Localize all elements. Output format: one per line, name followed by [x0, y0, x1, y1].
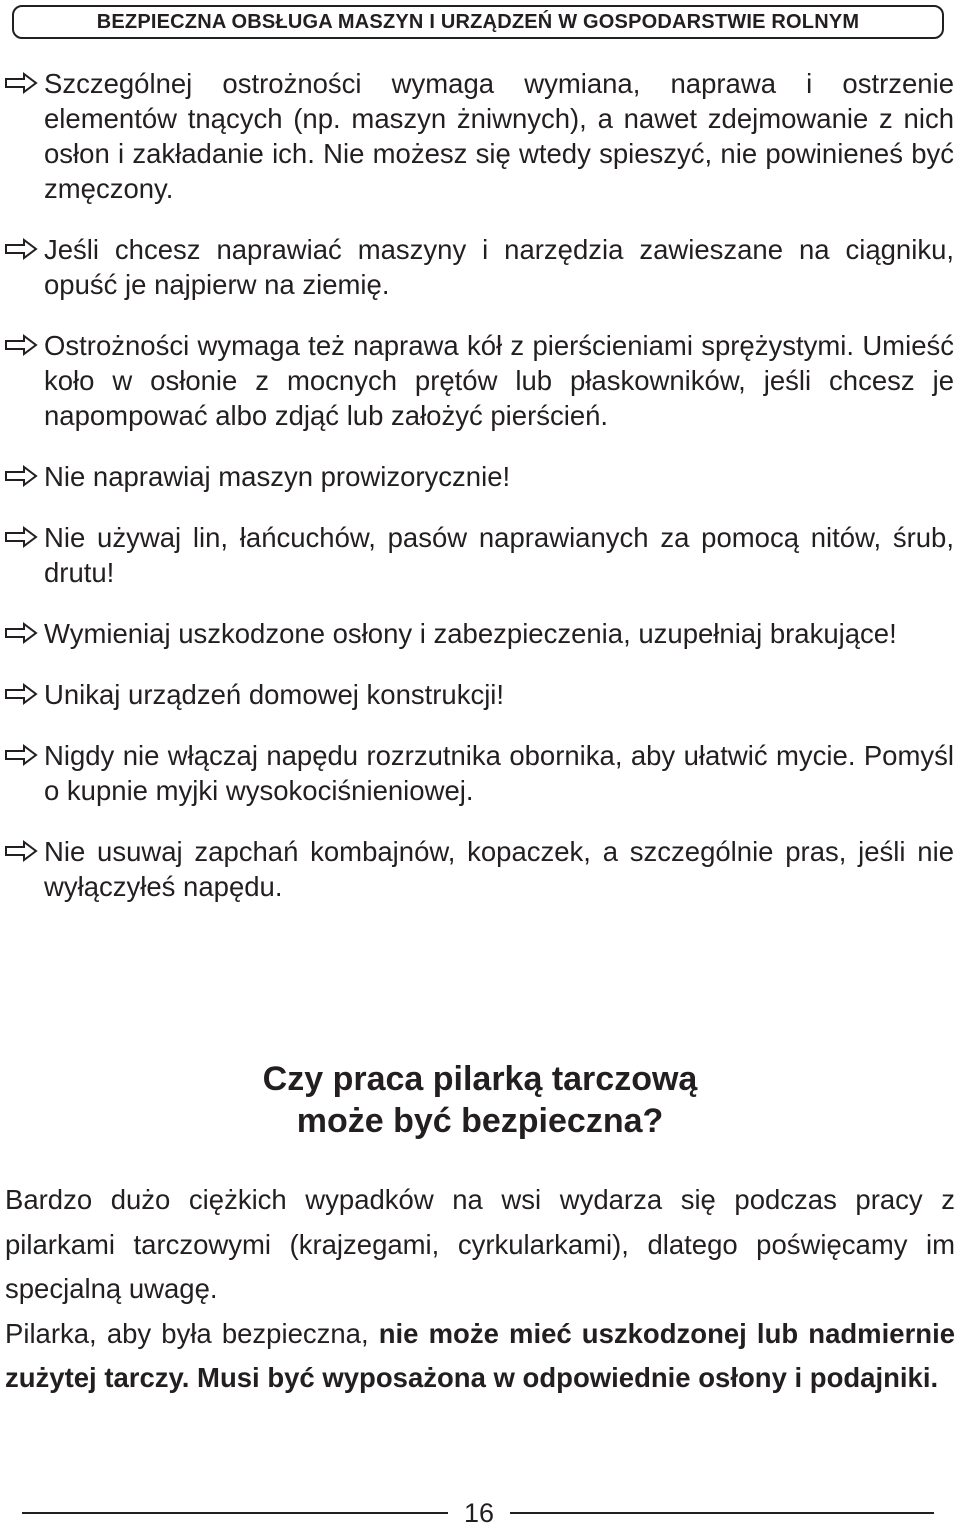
list-item: [0, 328, 960, 433]
safety-rules-list: [0, 66, 960, 930]
list-item-text: Jeśli chcesz naprawiać maszyny i narzędzia zawieszane na ciągniku, opuść je najpierw na ziemię.: [44, 234, 954, 300]
arrow-right-outline-icon: [4, 683, 38, 705]
section-title-line-2: może być bezpieczna?: [296, 1102, 664, 1140]
list-item-text: Unikaj urządzeń domowej konstrukcji!: [44, 679, 505, 710]
list-item-text: Wymieniaj uszkodzone osłony i zabezpieczenia, uzupełniaj brakujące!: [44, 618, 897, 649]
list-item: [0, 232, 960, 302]
list-item-text: Nie usuwaj zapchań kombajnów, kopaczek, a szczególnie pras, jeśli nie wyłączyłeś napędu.: [44, 836, 954, 902]
page-header: [12, 5, 944, 39]
footer-rule-left: [22, 1512, 448, 1514]
arrow-right-outline-icon: [4, 72, 38, 94]
list-item-text: Ostrożności wymaga też naprawa kół z pierścieniami sprężystymi. Umieść koło w osłonie z mocnych prętów lub płaskowników, jeśli chcesz je napompować albo zdjąć lub założyć pierścień.: [44, 330, 954, 431]
requirements-emphasis: nie może mieć uszkodzonej lub nadmiernie zużytej tarczy. Musi być wyposażona w odpowiednie osłony i podajniki.: [5, 1317, 956, 1393]
list-item-text: Szczególnej ostrożności wymaga wymiana, naprawa i ostrzenie elementów tnących (np. maszyn żniwnych), a nawet zdejmowanie z nich osłon i zakładanie ich. Nie możesz się wtedy spieszyć, nie powinieneś być zmęczony.: [44, 68, 954, 204]
intro-paragraph: Bardzo dużo ciężkich wypadków na wsi wydarza się podczas pracy z pilarkami tarczowymi (krajzegami, cyrkularkami), dlatego poświęcamy im specjalną uwagę.: [5, 1184, 955, 1304]
arrow-right-outline-icon: [4, 744, 38, 766]
list-item: [0, 677, 960, 712]
list-item-text: Nie używaj lin, łańcuchów, pasów naprawianych za pomocą nitów, śrub, drutu!: [44, 522, 954, 588]
arrow-right-outline-icon: [4, 334, 38, 356]
requirements-lead: Pilarka, aby była bezpieczna,: [5, 1317, 379, 1349]
list-item: [0, 66, 960, 206]
section-title-line-1: Czy praca pilarką tarczową: [262, 1060, 698, 1098]
footer-rule-right: [510, 1512, 934, 1514]
requirements-paragraph: [5, 1312, 955, 1401]
arrow-right-outline-icon: [4, 465, 38, 487]
arrow-right-outline-icon: [4, 840, 38, 862]
arrow-right-outline-icon: [4, 622, 38, 644]
arrow-right-outline-icon: [4, 526, 38, 548]
arrow-right-outline-icon: [4, 238, 38, 260]
page-number: 16: [463, 1498, 495, 1528]
section-title: [0, 1058, 960, 1142]
list-item-text: Nigdy nie włączaj napędu rozrzutnika obornika, aby ułatwić mycie. Pomyśl o kupnie myjki wysokociśnieniowej.: [44, 740, 954, 806]
section-body: [5, 1178, 955, 1401]
list-item-text: Nie naprawiaj maszyn prowizorycznie!: [44, 461, 511, 492]
header-title: BEZPIECZNA OBSŁUGA MASZYN I URZĄDZEŃ W GOSPODARSTWIE ROLNYM: [96, 10, 860, 33]
list-item: [0, 459, 960, 494]
list-item: [0, 616, 960, 651]
list-item: [0, 738, 960, 808]
list-item: [0, 520, 960, 590]
page-footer: [0, 1496, 960, 1526]
list-item: [0, 834, 960, 904]
